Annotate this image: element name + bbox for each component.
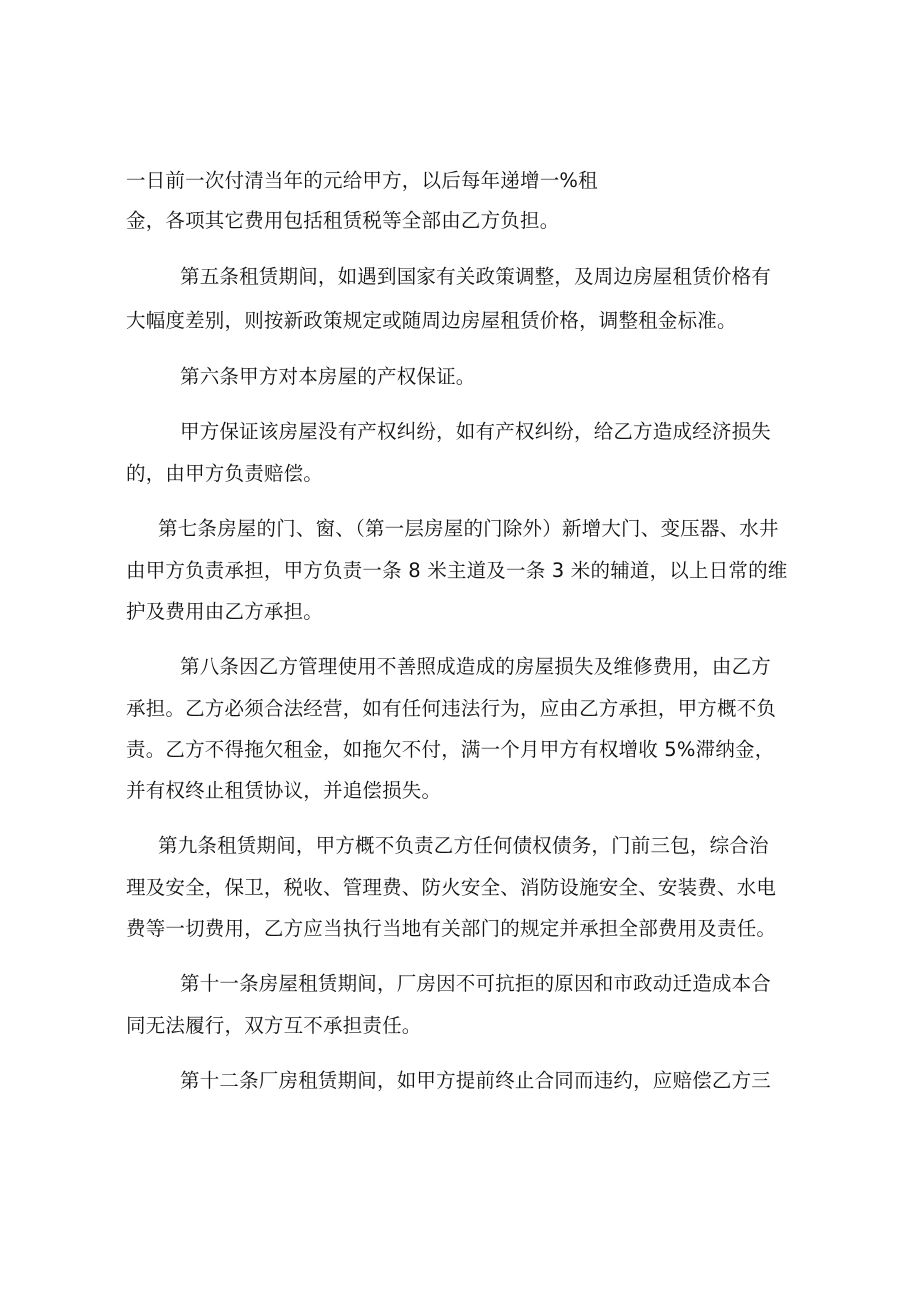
text-line: 的，由甲方负责赔偿。 [126, 462, 324, 485]
text-line: 第九条租赁期间，甲方概不负责乙方任何债权债务，门前三包，综合治 [158, 834, 769, 857]
text-line: 甲方保证该房屋没有产权纠纷，如有产权纠纷，给乙方造成经济损失 [180, 420, 772, 443]
text-line: 第十二条厂房租赁期间，如甲方提前终止合同而违约，应赔偿乙方三 [180, 1069, 772, 1092]
text-line: 承担。乙方必须合法经营，如有任何违法行为，应由乙方承担，甲方概不负 [126, 697, 777, 720]
text-line: 第五条租赁期间，如遇到国家有关政策调整，及周边房屋租赁价格有 [180, 265, 772, 288]
text-line: 第七条房屋的门、窗、（第一层房屋的门除外）新增大门、变压器、水井 [158, 517, 779, 540]
text-line: 同无法履行，双方互不承担责任。 [126, 1014, 422, 1037]
text-line: 理及安全，保卫，税收、管理费、防火安全、消防设施安全、安装费、水电 [126, 876, 777, 899]
text-line: 大幅度差别，则按新政策规定或随周边房屋租赁价格，调整租金标准。 [126, 309, 737, 332]
text-line: 第六条甲方对本房屋的产权保证。 [180, 365, 476, 388]
text-line: 费等一切费用，乙方应当执行当地有关部门的规定并承担全部费用及责任。 [126, 917, 777, 940]
text-line: 责。乙方不得拖欠租金，如拖欠不付，满一个月甲方有权增收 5%滞纳金， [126, 738, 775, 761]
text-line: 由甲方负责承担，甲方负责一条 8 米主道及一条 3 米的辅道，以上日常的维 [126, 559, 788, 582]
text-line: 第八条因乙方管理使用不善照成造成的房屋损失及维修费用，由乙方 [180, 655, 772, 678]
text-line: 护及费用由乙方承担。 [126, 600, 324, 623]
text-line: 并有权终止租赁协议，并追偿损失。 [126, 779, 442, 802]
text-line: 金，各项其它费用包括租赁税等全部由乙方负担。 [126, 209, 560, 232]
text-line: 第十一条房屋租赁期间，厂房因不可抗拒的原因和市政动迁造成本合 [180, 972, 772, 995]
text-line: 一日前一次付清当年的元给甲方，以后每年递增一%租 [126, 169, 598, 192]
